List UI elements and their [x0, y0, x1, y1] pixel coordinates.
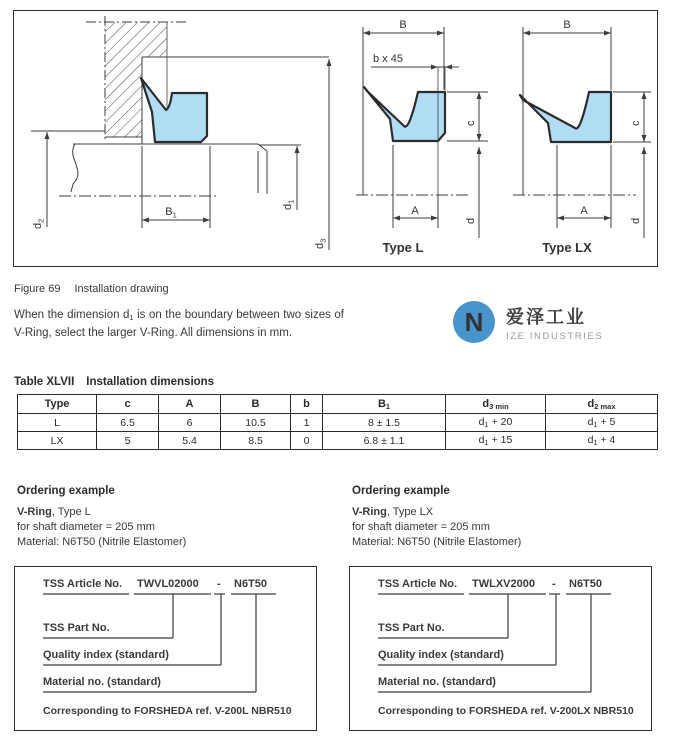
dim-label-c-typel: c [465, 120, 477, 126]
figure-title: Installation drawing [74, 283, 169, 295]
dim-label-d1: $d_1$ [282, 199, 296, 210]
dim-label-d2: $d_2$ [32, 218, 46, 229]
logo-icon [452, 300, 496, 344]
dim-label-b-typelx: B [563, 19, 571, 31]
article-no-dash: - [552, 578, 556, 590]
logo-chinese-name: 爱泽工业 [506, 306, 586, 327]
table-cell: $d_1 + 15$ [446, 432, 546, 450]
installation-drawing [14, 11, 657, 263]
dim-label-a-typel: A [411, 205, 419, 217]
corresponding-ref: Corresponding to FORSHEDA ref. V-200LX NBR510 [378, 705, 634, 717]
ordering-shaft: for shaft diameter = 205 mm [17, 521, 155, 533]
vring-profile-installed [141, 78, 207, 142]
part-no-label: TSS Part No. [378, 622, 445, 634]
part-number-box-type-lx [349, 566, 652, 731]
quality-index-label: Quality index (standard) [43, 649, 169, 661]
table-row-l [18, 414, 658, 432]
article-no-label: TSS Article No. [43, 578, 123, 590]
dim-label-b-typel: B [399, 19, 407, 31]
dim-label-bx45: b x 45 [373, 53, 403, 65]
table-cell: 8.5 [221, 432, 291, 450]
ordering-material: Material: N6T50 (Nitrile Elastomer) [352, 536, 522, 548]
table-row-lx [18, 432, 658, 450]
installed-dimensions [31, 59, 329, 250]
article-no-value: TWLXV2000 [472, 578, 535, 590]
note-subscript: 1 [129, 313, 134, 322]
header-c: c [97, 395, 159, 414]
vring-profile-type-lx [520, 92, 611, 142]
figure-caption [14, 283, 169, 295]
table-cell: LX [18, 432, 97, 450]
material-code-value: N6T50 [569, 578, 603, 590]
logo-english-name: IZE INDUSTRIES [506, 330, 604, 342]
header-type: Type [18, 395, 97, 414]
table-cell: $d_1 + 5$ [546, 414, 658, 432]
table-cell: 6 [159, 414, 221, 432]
table-name: Installation dimensions [86, 376, 215, 388]
installation-dimensions-table [17, 394, 658, 450]
vring-profile-type-l [364, 87, 445, 141]
table-cell: 5.4 [159, 432, 221, 450]
note-text: is on the boundary between two sizes of V-Ring, select the larger V-Ring. All dimensions in mm. [14, 309, 344, 339]
ordering-shaft: for shaft diameter = 205 mm [352, 521, 490, 533]
header-a: A [159, 395, 221, 414]
part-no-label: TSS Part No. [43, 622, 110, 634]
header-d3min: $d_{3 min}$ [446, 395, 546, 414]
figure-frame [13, 10, 658, 267]
ordering-example-type-l [17, 485, 347, 550]
article-no-dash: - [217, 578, 221, 590]
table-cell: L [18, 414, 97, 432]
company-logo [452, 300, 603, 344]
logo-letter: N [464, 307, 484, 337]
header-b: b [291, 395, 323, 414]
dim-label-d-typelx: d [630, 217, 642, 224]
ordering-product: V-Ring, Type LX [352, 506, 434, 518]
ordering-heading: Ordering example [352, 485, 450, 497]
header-b1: $B_1$ [323, 395, 446, 414]
article-no-label: TSS Article No. [378, 578, 458, 590]
table-cell: 0 [291, 432, 323, 450]
table-cell: $d_1 + 20$ [446, 414, 546, 432]
type-lx-label: Type LX [542, 240, 592, 255]
table-number: Table XLVII [14, 376, 75, 388]
type-l-label: Type L [382, 240, 424, 255]
note-paragraph [14, 308, 344, 340]
ordering-heading: Ordering example [17, 485, 115, 497]
quality-index-label: Quality index (standard) [378, 649, 504, 661]
corresponding-ref: Corresponding to FORSHEDA ref. V-200L NBR510 [43, 705, 292, 717]
material-code-value: N6T50 [234, 578, 268, 590]
dim-label-b1: $B_1$ [165, 206, 177, 220]
dim-label-d-typel: d [465, 217, 477, 224]
ordering-material: Material: N6T50 (Nitrile Elastomer) [17, 536, 187, 548]
header-d2max: $d_{2 max}$ [546, 395, 658, 414]
table-cell: 6.8 ± 1.1 [323, 432, 446, 450]
header-b-cap: B [221, 395, 291, 414]
article-no-value: TWVL02000 [137, 578, 199, 590]
dim-label-d3: $d_3$ [314, 238, 328, 249]
dim-label-a-typelx: A [580, 205, 588, 217]
material-no-label: Material no. (standard) [378, 676, 496, 688]
dim-label-c-typelx: c [630, 120, 642, 126]
table-cell: 10.5 [221, 414, 291, 432]
note-text: When the dimension d [14, 309, 130, 321]
table-cell: 1 [291, 414, 323, 432]
table-cell: 6.5 [97, 414, 159, 432]
ordering-example-type-lx [352, 485, 673, 550]
material-no-label: Material no. (standard) [43, 676, 161, 688]
table-cell: 8 ± 1.5 [323, 414, 446, 432]
ordering-product: V-Ring, Type L [17, 506, 91, 518]
table-title [14, 376, 214, 388]
part-number-box-type-l [14, 566, 317, 731]
logo-text [506, 303, 603, 342]
figure-number: Figure 69 [14, 283, 61, 295]
table-header-row [18, 395, 658, 414]
table-cell: $d_1 + 4$ [546, 432, 658, 450]
table-cell: 5 [97, 432, 159, 450]
